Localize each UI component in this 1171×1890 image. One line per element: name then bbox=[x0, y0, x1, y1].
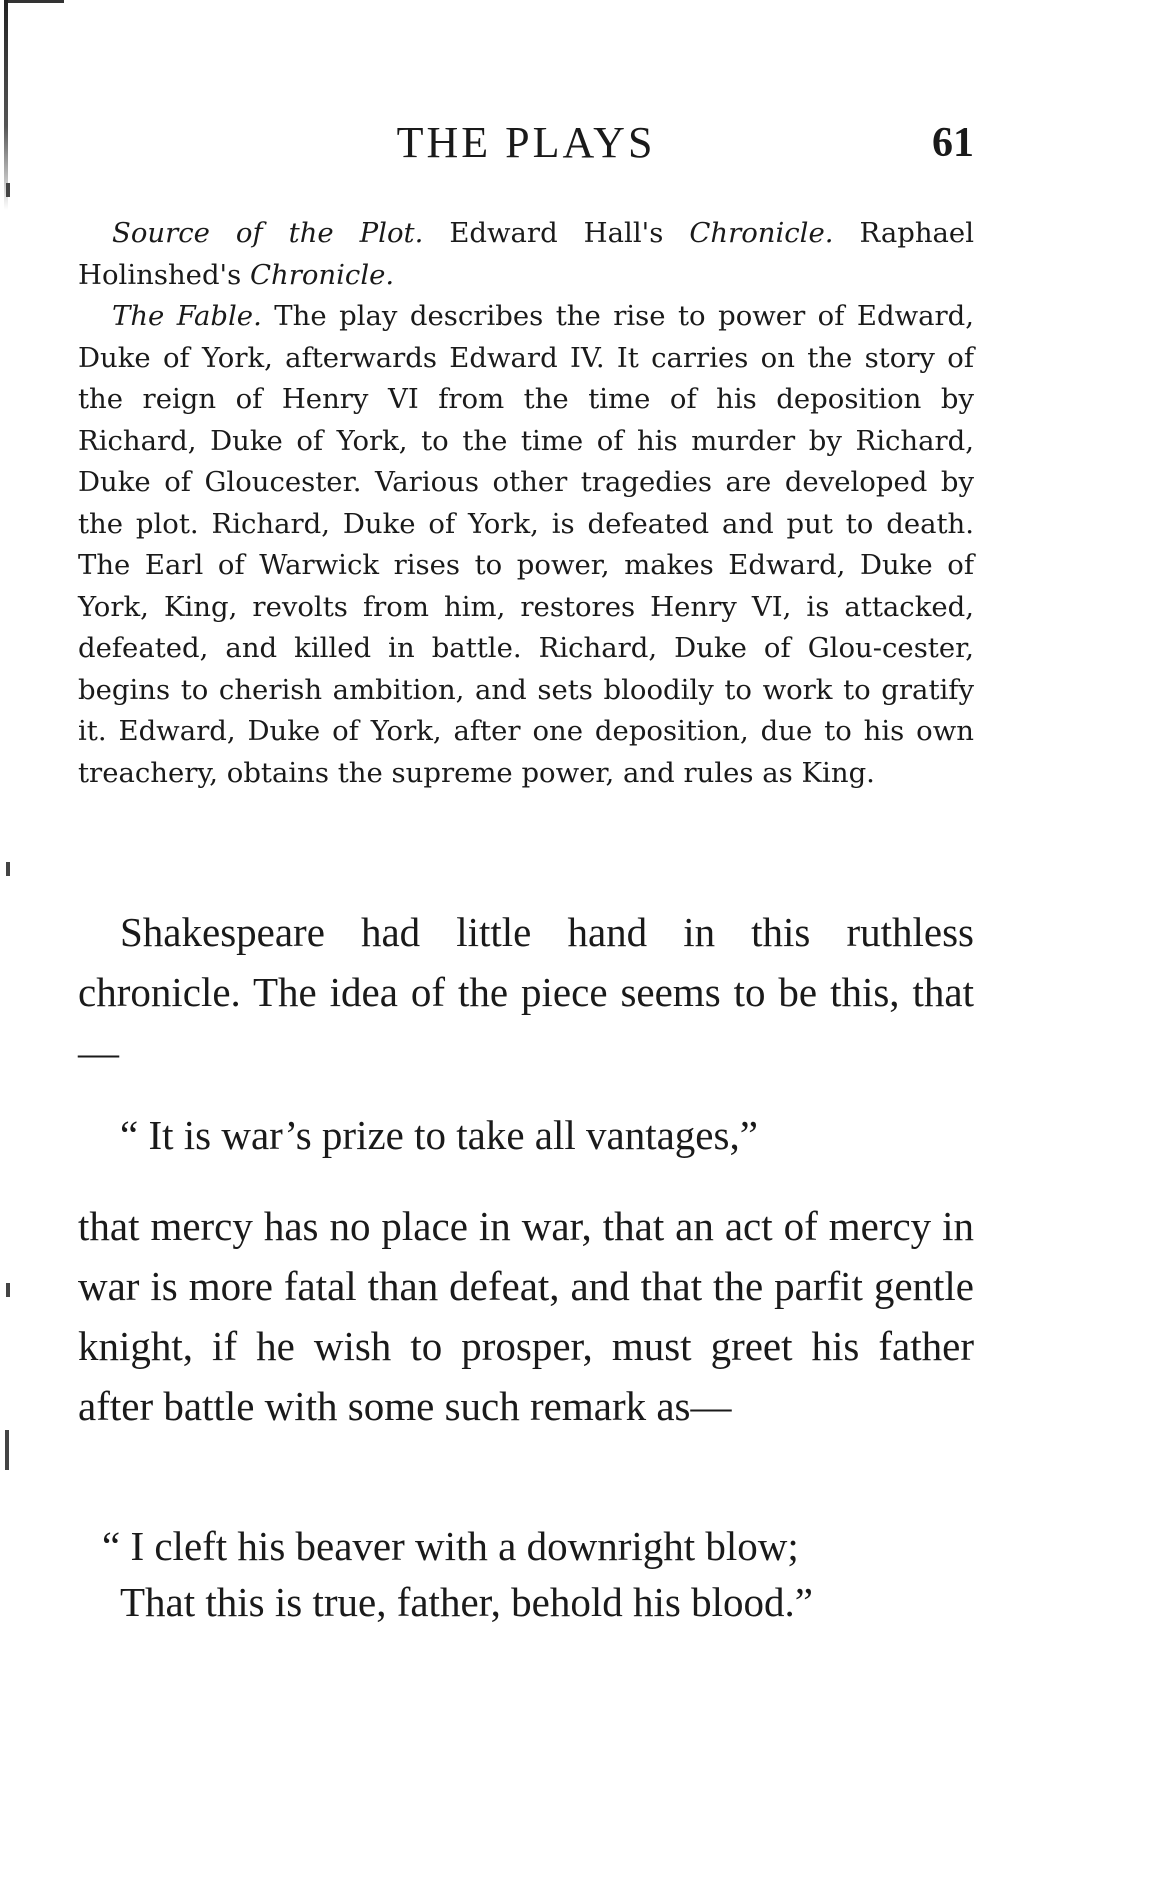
running-title: THE PLAYS bbox=[396, 118, 656, 167]
fable-text: The play describes the rise to power of Edward, Duke of York, afterwards Edward IV. It carries on the story of the reign of Henry VI from the time of his deposition by Richard, Duke of York, to the time of his murder by Richard, Duke of Gloucester. Various other tragedies are developed by the plot. Richard, Duke of York, is defeated and put to death. The Earl of Warwick rises to power, makes Edward, Duke of York, King, revolts from him, restores Henry VI, is attacked, defeated, and killed in battle. Richard, Duke of Glou-cester, begins to cherish ambition, and sets bloodily to work to gratify it. Edward, Duke of York, after one deposition, due to his own treachery, obtains the supreme power, and rules as King. bbox=[78, 300, 974, 789]
scan-edge-top bbox=[4, 0, 64, 3]
verse-line-2: That this is true, father, behold his blood.” bbox=[120, 1579, 813, 1625]
source-text-2: Raphael Holinshed's bbox=[78, 217, 975, 291]
source-label: Source of the Plot. bbox=[112, 217, 424, 249]
scan-edge-mark bbox=[5, 1430, 9, 1470]
source-work-2: Chronicle. bbox=[249, 258, 395, 291]
body-text bbox=[78, 902, 974, 1082]
running-head bbox=[78, 118, 974, 168]
scan-edge-rule bbox=[4, 0, 8, 210]
quotation-1: “ It is war’s prize to take all vantages,” bbox=[120, 1112, 758, 1158]
play-notes bbox=[78, 213, 974, 794]
source-work-1: Chronicle. bbox=[689, 217, 834, 249]
book-page bbox=[78, 0, 974, 1890]
source-note bbox=[78, 213, 974, 296]
scan-edge-mark bbox=[6, 862, 10, 876]
fable-label: The Fable. bbox=[112, 300, 262, 332]
paragraph-2: that mercy has no place in war, that an act of mercy in war is more fatal than defeat, and that the parfit gentle knight, if he wish to prosper, must greet his father after battle with some such remark as— bbox=[78, 1203, 974, 1429]
verse-line-1: “ I cleft his beaver with a downright blow; bbox=[102, 1523, 799, 1569]
page-number: 61 bbox=[932, 120, 974, 166]
paragraph-1: Shakespeare had little hand in this ruthless chronicle. The idea of the piece seems to be this, that— bbox=[78, 909, 974, 1075]
fable-note bbox=[78, 296, 974, 794]
scan-edge-mark bbox=[6, 1283, 10, 1297]
scan-edge-mark bbox=[6, 183, 10, 197]
source-text-1: Edward Hall's bbox=[423, 217, 690, 249]
verse-quotation bbox=[102, 1518, 813, 1630]
